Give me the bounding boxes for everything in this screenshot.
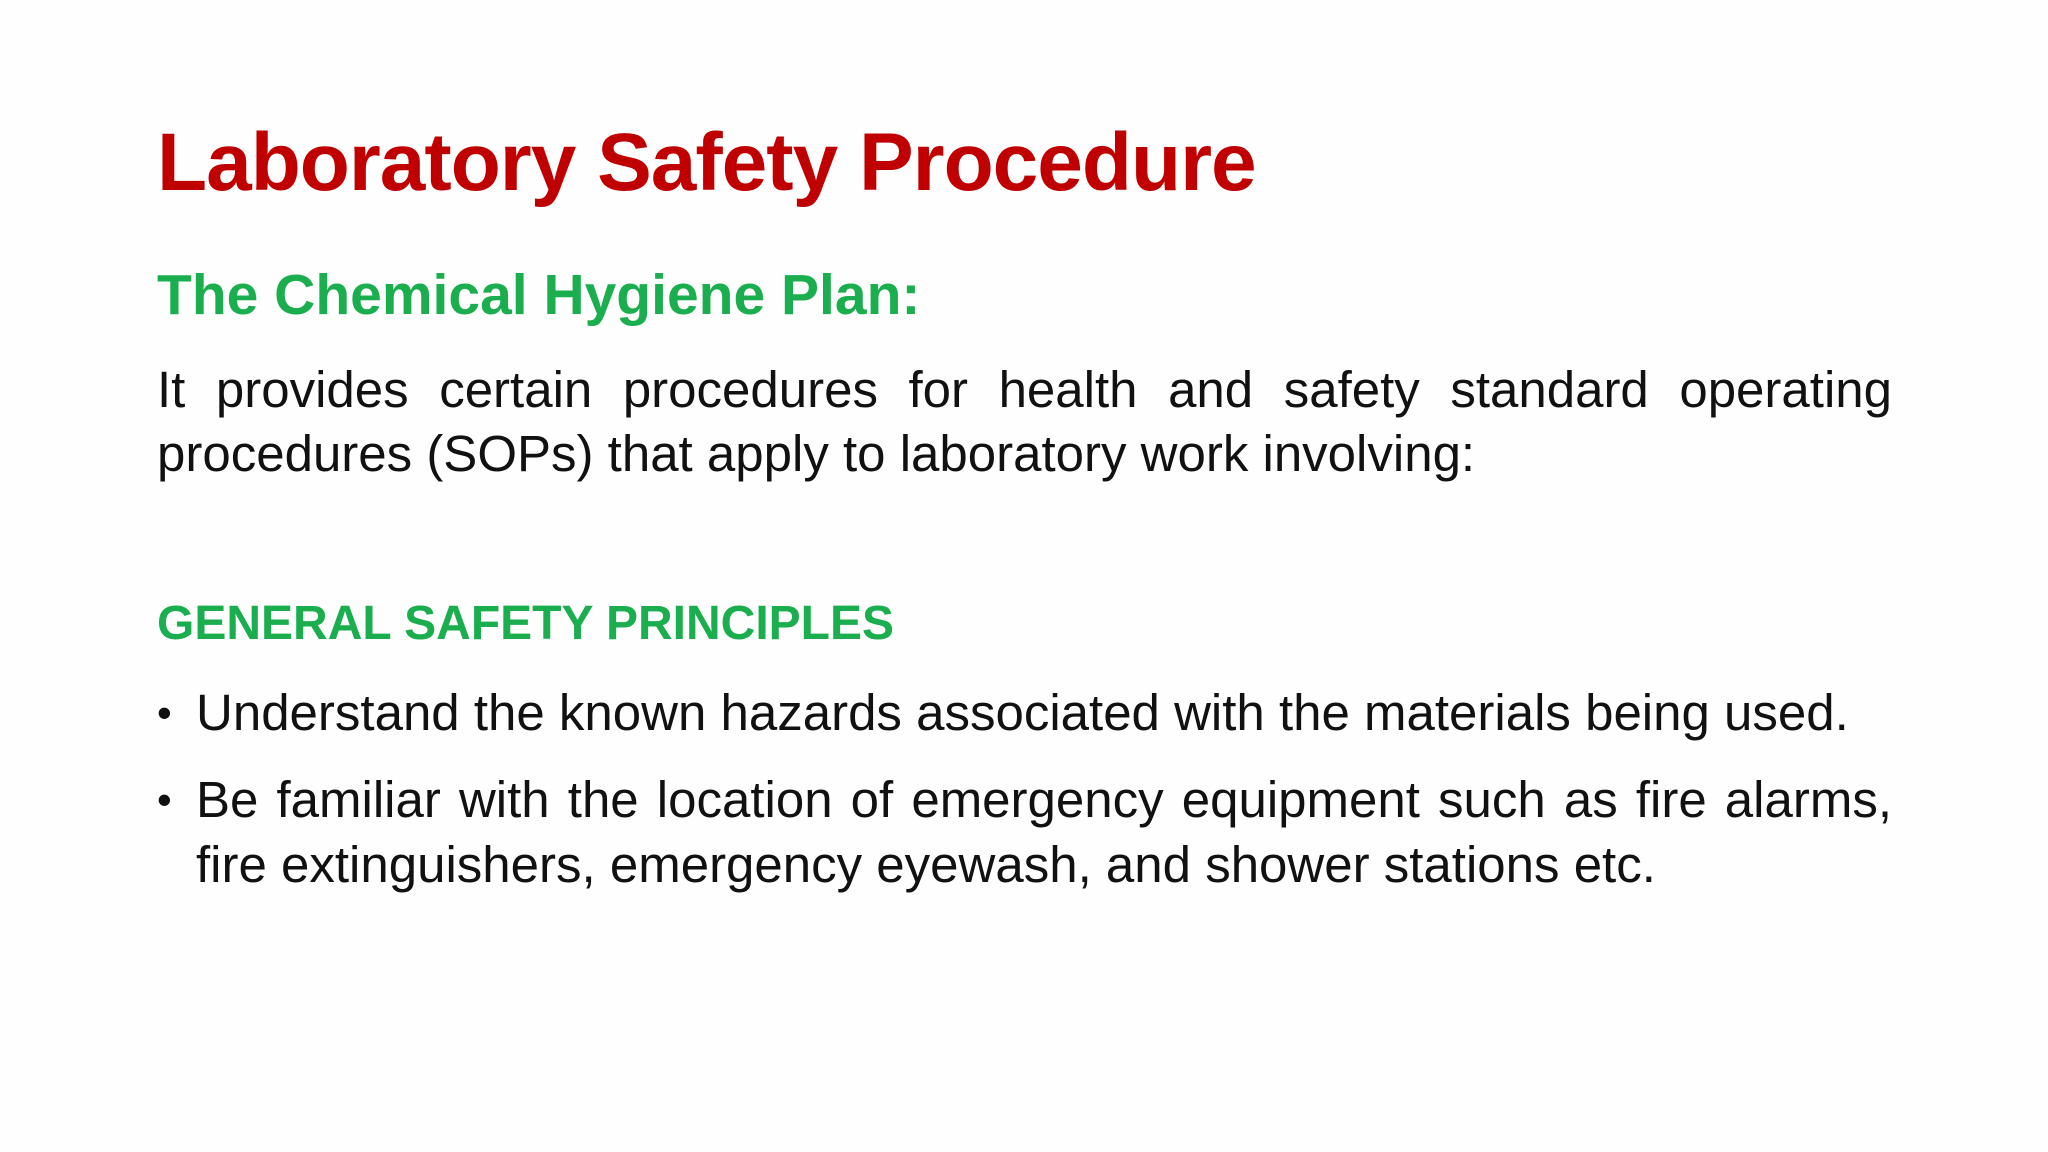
- slide-subtitle: The Chemical Hygiene Plan:: [157, 263, 921, 327]
- section-heading: GENERAL SAFETY PRINCIPLES: [157, 597, 895, 650]
- bullet-list: [157, 680, 1892, 919]
- slide-title: Laboratory Safety Procedure: [157, 117, 1256, 208]
- bullet-dot-icon: •: [157, 689, 172, 736]
- bullet-item: [157, 767, 1892, 897]
- bullet-text: Be familiar with the location of emergency equipment such as fire alarms, fire extinguishers, emergency eyewash, and shower stations etc.: [196, 771, 1892, 893]
- bullet-item: [157, 680, 1892, 745]
- intro-paragraph: It provides certain procedures for health and safety standard operating procedures (SOPs) that apply to laboratory work involving:: [157, 361, 1892, 482]
- bullet-dot-icon: •: [157, 776, 172, 823]
- bullet-text: Understand the known hazards associated with the materials being used.: [196, 684, 1849, 741]
